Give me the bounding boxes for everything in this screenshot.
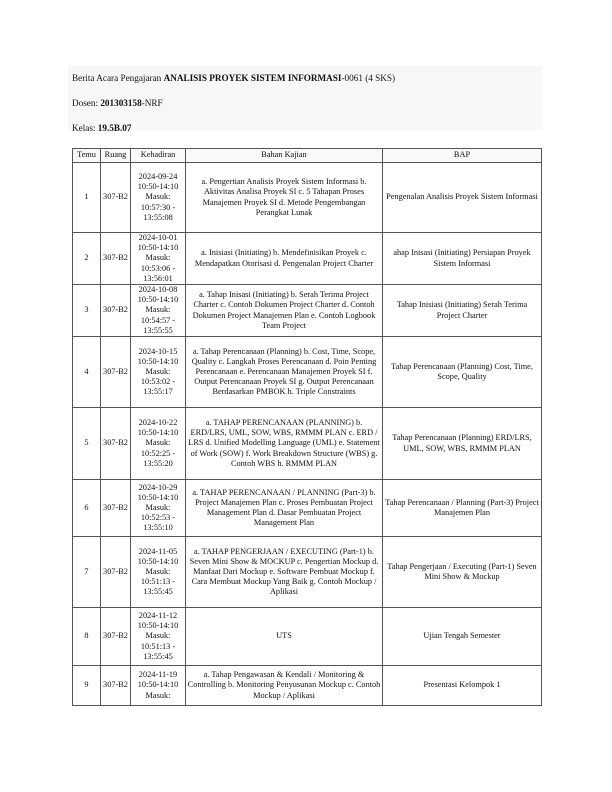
col-temu: Temu [73, 149, 101, 163]
masuk-end: 13:55:17 [143, 387, 173, 397]
masuk-time: 10:57:30 - [140, 202, 176, 212]
masuk-label: Masuk: [145, 502, 171, 512]
meeting-time: 10:50-14:10 [137, 621, 179, 631]
table-row [73, 537, 542, 608]
kehadiran-cell [131, 537, 186, 608]
bahan-kajian-cell: a. TAHAP PERENCANAAN / PLANNING (Part-3) b. Project Manajemen Plan c. Proses Pembuatan Project Management Plan d. Dasar Pembuatan Project Management Plan [186, 480, 383, 537]
temu-cell: 2 [73, 233, 101, 285]
meeting-time: 10:50-14:10 [137, 556, 179, 566]
dosen-suffix: -NRF [141, 98, 163, 108]
table-row [73, 337, 542, 408]
masuk-label: Masuk: [145, 631, 171, 641]
masuk-end: 13:55:20 [143, 458, 173, 468]
table-body [73, 163, 542, 706]
masuk-end: 13:55:45 [143, 587, 173, 597]
meeting-time: 10:50-14:10 [137, 295, 179, 305]
table-row [73, 608, 542, 666]
table-row [73, 163, 542, 233]
dosen-id: 201303158 [100, 98, 142, 108]
bahan-kajian-cell: UTS [186, 608, 383, 666]
temu-cell: 7 [73, 537, 101, 608]
temu-cell: 8 [73, 608, 101, 666]
bap-cell: Tahap Pengerjaan / Executing (Part-1) Seven Mini Show & Mockup [383, 537, 542, 608]
kehadiran-cell [131, 480, 186, 537]
meeting-date: 2024-11-19 [138, 670, 178, 680]
col-ruang: Ruang [101, 149, 131, 163]
masuk-time: 10:51:13 - [140, 641, 176, 651]
col-bahan-kajian: Bahan Kajian [186, 149, 383, 163]
bap-cell: Presentasi Kelompok 1 [383, 666, 542, 706]
meeting-time: 10:50-14:10 [137, 182, 179, 192]
masuk-label: Masuk: [145, 690, 171, 700]
kehadiran-cell [131, 666, 186, 706]
meeting-time: 10:50-14:10 [137, 428, 179, 438]
bap-cell: Pengenalan Analisis Proyek Sistem Informasi [383, 163, 542, 233]
ruang-cell: 307-B2 [101, 608, 131, 666]
masuk-end: 13:55:10 [143, 523, 173, 533]
masuk-end: 13:55:45 [143, 651, 173, 661]
table-header-row [73, 149, 542, 163]
ruang-cell: 307-B2 [101, 337, 131, 408]
masuk-time: 10:53:06 - [140, 263, 176, 273]
meeting-time: 10:50-14:10 [137, 243, 179, 253]
kehadiran-cell [131, 285, 186, 337]
masuk-label: Masuk: [145, 566, 171, 576]
meeting-time: 10:50-14:10 [137, 356, 179, 366]
masuk-label: Masuk: [145, 253, 171, 263]
meeting-date: 2024-11-05 [138, 546, 178, 556]
masuk-label: Masuk: [145, 192, 171, 202]
ruang-cell: 307-B2 [101, 285, 131, 337]
bahan-kajian-cell: a. Inisiasi (Initiating) b. Mendefinisikan Proyek c. Mendapatkan Otorisasi d. Pengenalan Project Charter [186, 233, 383, 285]
temu-cell: 9 [73, 666, 101, 706]
col-bap: BAP [383, 149, 542, 163]
kehadiran-cell [131, 163, 186, 233]
bap-table [72, 148, 542, 706]
temu-cell: 3 [73, 285, 101, 337]
bap-cell: Ujian Tengah Semester [383, 608, 542, 666]
masuk-time: 10:53:02 - [140, 377, 176, 387]
kehadiran-cell [131, 608, 186, 666]
meeting-date: 2024-10-22 [138, 418, 178, 428]
table-row [73, 480, 542, 537]
meeting-date: 2024-10-29 [138, 482, 178, 492]
temu-cell: 4 [73, 337, 101, 408]
course-name: ANALISIS PROYEK SISTEM INFORMASI [163, 73, 342, 83]
ruang-cell: 307-B2 [101, 537, 131, 608]
table-row [73, 666, 542, 706]
temu-cell: 6 [73, 480, 101, 537]
dosen-line [72, 97, 163, 109]
bahan-kajian-cell: a. Tahap Perencanaan (Planning) b. Cost, Time, Scope, Quality c. Langkah Proses Perencanaan d. Poin Penting Perencanaan e. Perencanaan Manajemen Proyek SI f. Output Perencanaan Proyek SI g. Output Perencanaan Berdasarkan PMBOK h. Triple Constraints [186, 337, 383, 408]
temu-cell: 5 [73, 408, 101, 480]
bahan-kajian-cell: a. Pengertian Analisis Proyek Sistem Informasi b. Aktivitas Analisa Proyek SI c. 5 Tahapan Proses Manajemen Proyek SI d. Metode Pengembangan Perangkat Lunak [186, 163, 383, 233]
masuk-time: 10:52:53 - [140, 513, 176, 523]
table-row [73, 285, 542, 337]
masuk-end: 13:55:08 [143, 212, 173, 222]
masuk-time: 10:51:13 - [140, 577, 176, 587]
course-line [72, 72, 395, 84]
masuk-label: Masuk: [145, 305, 171, 315]
ruang-cell: 307-B2 [101, 408, 131, 480]
masuk-time: 10:52:25 - [140, 448, 176, 458]
course-code: -0061 (4 SKS) [341, 73, 396, 83]
kehadiran-cell [131, 337, 186, 408]
bahan-kajian-cell: a. TAHAP PENGERJAAN / EXECUTING (Part-1) b. Seven Mini Show & MOCKUP c. Pengertian Mockup d. Manfaat Dari Mockup e. Software Pembuat Mockup f. Cara Membuat Mockup Yang Baik g. Contoh Mockup / Aplikasi [186, 537, 383, 608]
bap-cell: Tahap Perencanaan (Planning) ERD/LRS, UML, SOW, WBS, RMMM PLAN [383, 408, 542, 480]
table-row [73, 233, 542, 285]
meeting-time: 10:50-14:10 [137, 680, 179, 690]
meeting-date: 2024-10-01 [138, 233, 178, 242]
berita-label: Berita Acara Pengajaran [72, 73, 164, 83]
table-row [73, 408, 542, 480]
kelas-value: 19.5B.07 [97, 123, 132, 133]
kelas-line [72, 122, 131, 134]
ruang-cell: 307-B2 [101, 666, 131, 706]
masuk-label: Masuk: [145, 438, 171, 448]
bap-cell: Tahap Perencanaan (Planning) Cost, Time, Scope, Quality [383, 337, 542, 408]
meeting-date: 2024-10-08 [138, 285, 178, 295]
bahan-kajian-cell: a. Tahap Pengawasan & Kendali / Monitoring & Controlling b. Monitoring Penyusunan Mockup c. Contoh Mockup / Aplikasi [186, 666, 383, 706]
bahan-kajian-cell: a. TAHAP PERENCANAAN (PLANNING) b. ERD/LRS, UML, SOW, WBS, RMMM PLAN c. ERD / LRS d. Unified Modelling Language (UML) e. Statement of Work (SOW) f. Work Breakdown Structure (WBS) g. Contoh WBS h. RMMM PLAN [186, 408, 383, 480]
ruang-cell: 307-B2 [101, 163, 131, 233]
bap-cell: Tahap Inisiasi (Initiating) Serah Terima Project Charter [383, 285, 542, 337]
temu-cell: 1 [73, 163, 101, 233]
dosen-label: Dosen: [72, 98, 101, 108]
masuk-time: 10:54:57 - [140, 315, 176, 325]
masuk-label: Masuk: [145, 366, 171, 376]
bap-cell: ahap Inisasi (Initiating) Persiapan Proyek Sistem Informasi [383, 233, 542, 285]
bahan-kajian-cell: a. Tahap Inisasi (Initiating) b. Serah Terima Project Charter c. Contoh Dokumen Project Charter d. Contoh Dokumen Project Manajemen Plan e. Contoh Logbook Team Project [186, 285, 383, 337]
meeting-date: 2024-11-12 [138, 611, 178, 621]
ruang-cell: 307-B2 [101, 480, 131, 537]
kelas-label: Kelas: [72, 123, 98, 133]
kehadiran-cell [131, 233, 186, 285]
meeting-time: 10:50-14:10 [137, 492, 179, 502]
meeting-date: 2024-10-15 [138, 346, 178, 356]
col-kehadiran: Kehadiran [131, 149, 186, 163]
ruang-cell: 307-B2 [101, 233, 131, 285]
masuk-end: 13:55:55 [143, 325, 173, 335]
masuk-end: 13:56:01 [143, 273, 173, 283]
meeting-date: 2024-09-24 [138, 171, 178, 181]
bap-cell: Tahap Perencanaan / Planning (Part-3) Project Manajemen Plan [383, 480, 542, 537]
kehadiran-cell [131, 408, 186, 480]
